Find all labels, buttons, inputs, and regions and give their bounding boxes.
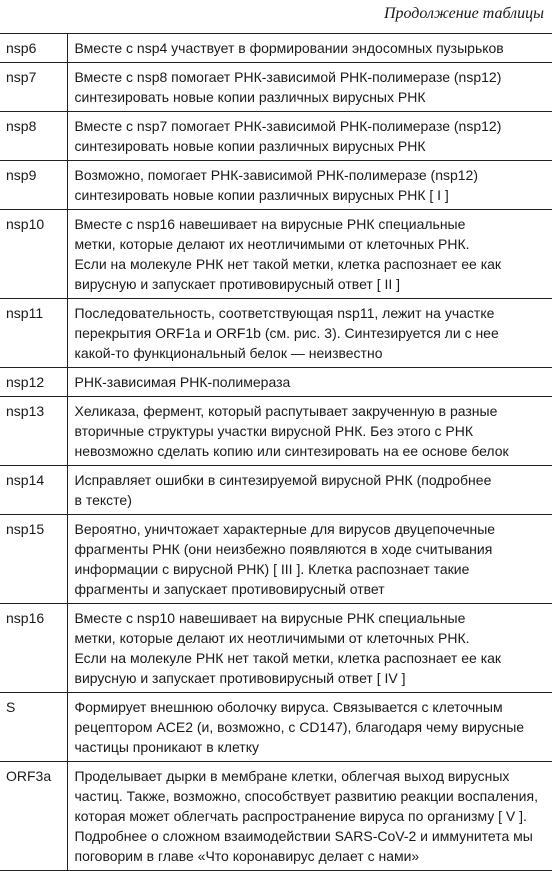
table-continuation-caption: Продолжение таблицы (383, 5, 544, 22)
protein-name-cell: nsp10 (0, 210, 67, 299)
protein-name-cell: nsp7 (0, 63, 67, 112)
table-row (0, 515, 552, 604)
protein-description-cell: Исправляет ошибки в синтезируемой вирусной РНК (подробнее в тексте) (74, 472, 492, 508)
protein-function-table (0, 33, 552, 871)
table-row (0, 299, 552, 368)
protein-description-cell: Вместе с nsp4 участвует в формировании эндосомных пузырьков (74, 40, 504, 56)
table-row (0, 397, 552, 466)
table-row (0, 604, 552, 693)
protein-description-cell: Формирует внешнюю оболочку вируса. Связывается с клеточным рецептором ACE2 (и, возможно, с CD147), благодаря чему вирусные частицы проникают в клетку (74, 699, 525, 755)
table-row (0, 762, 552, 871)
protein-name-cell: nsp16 (0, 604, 67, 693)
table-row (0, 210, 552, 299)
protein-name-cell: nsp6 (0, 34, 67, 63)
protein-description-cell: Вероятно, уничтожает характерные для вирусов двуцепочечные фрагменты РНК (они неизбежно появляются в ходе считывания информации с вирусной РНК) [ III ]. Клетка распознает такие фрагменты и запускает противовирусный ответ (74, 521, 496, 597)
protein-name-cell: nsp8 (0, 112, 67, 161)
protein-description-cell: Вместе с nsp7 помогает РНК-зависимой РНК-полимеразе (nsp12) синтезировать новые копии различных вирусных РНК (74, 118, 502, 154)
table-body (0, 34, 552, 871)
table-row (0, 34, 552, 63)
protein-name-cell: nsp11 (0, 299, 67, 368)
table-row (0, 466, 552, 515)
table-row (0, 161, 552, 210)
table-row (0, 63, 552, 112)
protein-name-cell: nsp15 (0, 515, 67, 604)
table-row (0, 112, 552, 161)
table-row (0, 693, 552, 762)
protein-name-cell: nsp14 (0, 466, 67, 515)
protein-description-cell: Вместе с nsp8 помогает РНК-зависимой РНК-полимеразе (nsp12) синтезировать новые копии различных вирусных РНК (74, 69, 502, 105)
protein-name-cell: nsp12 (0, 368, 67, 397)
protein-name-cell: S (0, 693, 67, 762)
protein-description-cell: Возможно, помогает РНК-зависимой РНК-полимеразе (nsp12) синтезировать новые копии различных вирусных РНК [ I ] (74, 167, 479, 203)
protein-name-cell: ORF3a (0, 762, 67, 871)
table-row (0, 368, 552, 397)
protein-description-cell: Последовательность, соответствующая nsp11, лежит на участке перекрытия ORF1a и ORF1b (см. рис. 3). Синтезируется ли с нее какой-то функциональный белок — неизвестно (74, 305, 499, 361)
protein-description-cell: Вместе с nsp16 навешивает на вирусные РНК специальные метки, которые делают их неотличимыми от клеточных РНК. Если на молекуле РНК нет такой метки, клетка распознает ее как вирусную и запускает противовирусный ответ [ II ] (74, 216, 502, 292)
protein-name-cell: nsp13 (0, 397, 67, 466)
protein-name-cell: nsp9 (0, 161, 67, 210)
protein-description-cell: Проделывает дырки в мембране клетки, облегчая выход вирусных частиц. Также, возможно, способствует развитию реакции воспаления, которая может облегчать распространение вируса по организму [ V ]. Подробнее о сложном взаимодействии SARS-CoV-2 и иммунитета мы поговорим в главе «Что коронавирус делает с нами» (74, 768, 538, 864)
protein-description-cell: Вместе с nsp10 навешивает на вирусные РНК специальные метки, которые делают их неотличимыми от клеточных РНК. Если на молекуле РНК нет такой метки, клетка распознает ее как вирусную и запускает противовирусный ответ [ IV ] (74, 610, 502, 686)
protein-description-cell: Хеликаза, фермент, который распутывает закрученную в разные вторичные структуры участки вирусной РНК. Без этого с РНК невозможно сделать копию или синтезировать на ее основе белок (74, 403, 509, 459)
protein-description-cell: РНК-зависимая РНК-полимераза (74, 374, 291, 390)
